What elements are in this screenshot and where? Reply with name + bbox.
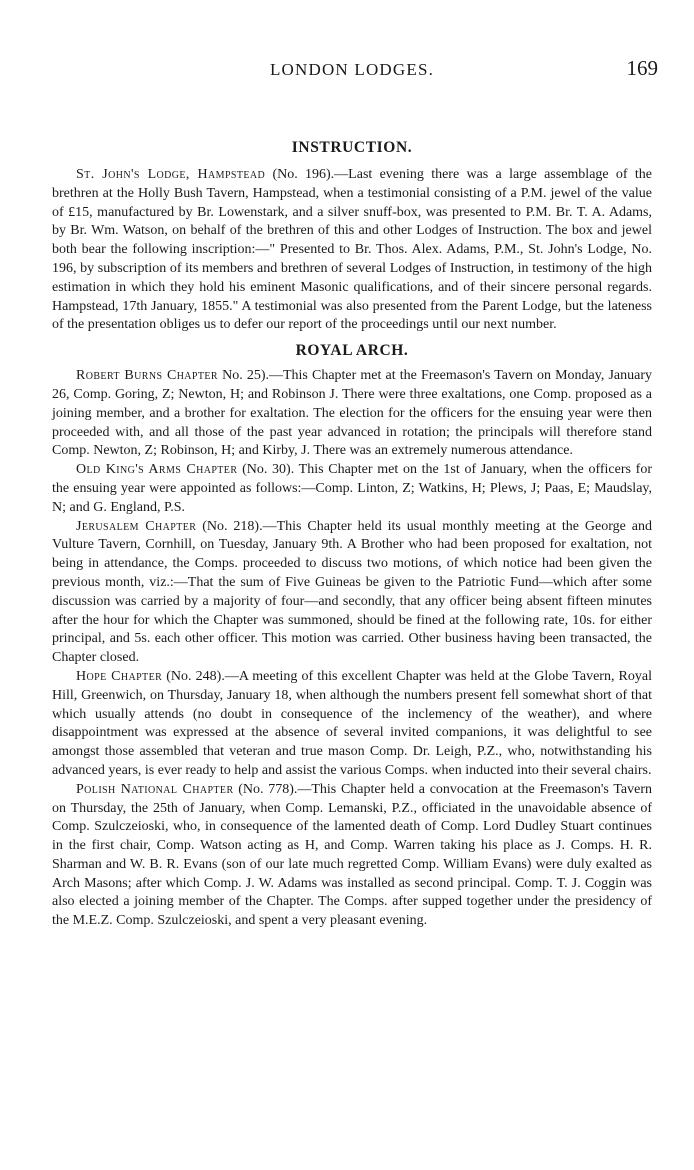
entry-hope-chapter — [52, 668, 652, 781]
entry-st-johns-lodge — [52, 166, 652, 335]
document-page — [52, 56, 658, 931]
entry-lead: Polish National Chapter — [76, 781, 234, 797]
entry-lead: St. John's Lodge, Hampstead — [76, 167, 266, 182]
entry-text: (No. 30). This Chapter met on the 1st of January, when the officers for the ensuing year were appointed as follows:—Comp. Linton, Z; Watkins, H; Plews, J; Paas, E; Maudslay, N; and G. England, P.S. — [52, 462, 652, 515]
entry-lead: Jerusalem Chapter — [76, 518, 197, 534]
entry-text: (No. 196).—Last evening there was a large assemblage of the brethren at the Holly Bush Tavern, Hampstead, when a testimonial consisting of a P.M. jewel of the value of £15, manufactured by Br. Lowenstark, and a silver snuff-box, was presented to P.M. Br. T. A. Adams, by Br. Wm. Watson, on behalf of the brethren of this and other Lodges of Instruction. The box and jewel both bear the following inscription:—" Presented to Br. Thos. Alex. Adams, P.M., St. John's Lodge, No. 196, by subscription of its members and brethren of several Lodges of Instruction, in testimony of the high estimation in which they hold his eminent Masonic qualifications, and of their sincere personal regards. Hampstead, 17th January, 1855." A testimonial was also presented from the Parent Lodge, but the lateness of the presentation obliges us to defer our report of the proceedings until our next number. — [52, 167, 652, 333]
running-header — [52, 56, 658, 86]
entry-robert-burns-chapter — [52, 367, 652, 461]
entry-polish-national-chapter — [52, 781, 652, 931]
entry-lead: Old King's Arms Chapter — [76, 462, 238, 478]
section-heading-instruction: INSTRUCTION. — [291, 139, 413, 156]
entry-lead: Hope Chapter — [76, 668, 163, 684]
entry-old-kings-arms-chapter — [52, 461, 652, 517]
entry-lead: Robert Burns Chapter — [76, 368, 218, 384]
page-number: 169 — [626, 56, 658, 80]
entry-text: (No. 248).—A meeting of this excellent Chapter was held at the Globe Tavern, Royal Hill, Greenwich, on Thursday, January 18, when although the numbers present fell somewhat short of that which usually attends (no doubt in consequence of the inclemency of the weather), and where disappointment was expressed at the absence of several invited companions, it was delightful to see amongst those assembled that veteran and true mason Comp. Dr. Leigh, P.Z., who, notwithstanding his advanced years, is ever ready to help and assist the various Comps. when inducted into their several chairs. — [52, 668, 652, 778]
entry-text: No. 25).—This Chapter met at the Freemason's Tavern on Monday, January 26, Comp. Goring, Z; Newton, H; and Robinson J. There were three exaltations, one Comp. proposed as a joining member, and a brother for exaltation. The election for the officers for the ensuing year were then proceeded with, and all those of the past year advanced in rotation; the principals will therefore stand Comp. Newton, Z; Robinson, H; and Kirby, J. There was an extremely numerous attendance. — [52, 368, 652, 459]
entry-jerusalem-chapter — [52, 518, 652, 668]
running-title: LONDON LODGES. — [269, 60, 435, 79]
entry-text: (No. 778).—This Chapter held a convocation at the Freemason's Tavern on Thursday, the 25th of January, when Comp. Lemanski, P.Z., officiated in the unavoidable absence of Comp. Szulczeioski, who, in consequence of the lamented death of Comp. Lord Dudley Stuart continues in the first chair, Comp. Watson acting as H, and Comp. Warren taking his place as J. Comps. H. R. Sharman and W. B. R. Evans (son of our late much regretted Comp. William Evans) were duly exalted as Arch Masons; after which Comp. J. W. Adams was installed as second principal. Comp. T. J. Coggin was also elected a joining member of the Chapter. The Comps. after supped together under the presidency of the M.E.Z. Comp. Szulczeioski, and spent a very pleasant evening. — [52, 781, 652, 929]
entry-text: (No. 218).—This Chapter held its usual monthly meeting at the George and Vulture Tavern, Cornhill, on Tuesday, January 9th. A Brother who had been proposed for exaltation, not being in attendance, the Comps. proceeded to discuss two motions, of which notice had been given the previous month, viz.:—That the sum of Five Guineas be given to the Patriotic Fund—which after some discussion was carried by a majority of four—and secondly, that any officer being absent fifteen minutes after the hour for which the Chapter was summoned, should be fined at the following rate, 10s. for either principal, and 5s. each other officer. This motion was carried. Other business having been transacted, the Chapter closed. — [52, 518, 652, 666]
section-heading-royal-arch: ROYAL ARCH. — [295, 342, 409, 360]
